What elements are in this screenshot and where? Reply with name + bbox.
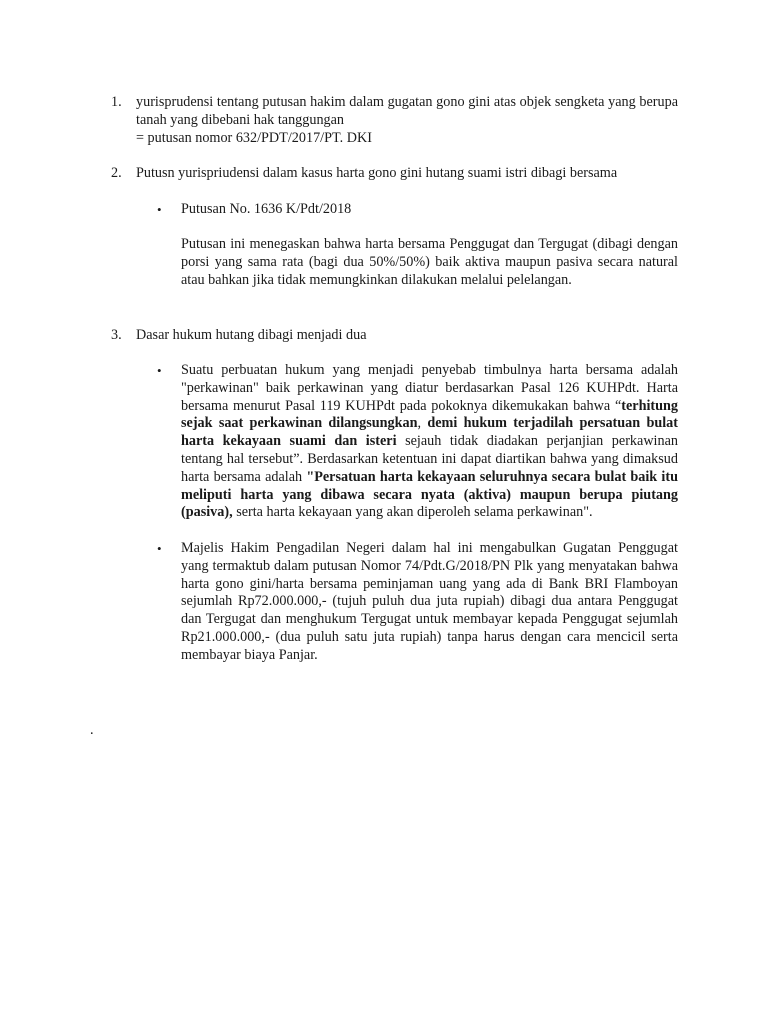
list-item-text bbox=[136, 94, 678, 147]
bold-run: terhitung sejak saat perkawinan dilangsungkan bbox=[181, 397, 678, 432]
text-run: sejauh tidak diadakan perjanjian perkawinan tentang hal tersebut”. Berdasarkan ketentuan ini dapat diartikan bahwa yang dimaksud harta bersama adalah bbox=[181, 433, 678, 485]
bullet-text bbox=[181, 362, 678, 522]
bullet-text: Putusan No. 1636 K/Pdt/2018 bbox=[181, 201, 352, 217]
item1-decision-line: = putusan nomor 632/PDT/2017/PT. DKI bbox=[136, 129, 372, 146]
text-run: serta harta kekayaan yang akan diperoleh selama perkawinan". bbox=[232, 504, 593, 521]
list-number: 2. bbox=[111, 165, 122, 181]
text-run: , bbox=[417, 415, 428, 432]
list-item-text: Dasar hukum hutang dibagi menjadi dua bbox=[136, 327, 367, 343]
text-run: Suatu perbuatan hukum yang menjadi penyebab timbulnya harta bersama adalah "perkawinan" baik perkawinan yang diatur berdasarkan Pasal 126 KUHPdt. Harta bersama menurut Pasal 119 KUHPdt pada pokoknya dikemukakan bahwa “ bbox=[181, 362, 678, 414]
bold-run: "Persatuan harta kekayaan seluruhnya secara bulat baik itu meliputi harta yang dibawa secara nyata (aktiva) maupun berupa piutang (pasiva), bbox=[181, 468, 678, 521]
bullet-icon: • bbox=[157, 202, 162, 217]
stray-period: . bbox=[90, 722, 94, 738]
list-number: 1. bbox=[111, 94, 122, 110]
ruling-paragraph: Putusan ini menegaskan bahwa harta bersama Penggugat dan Tergugat (dibagi dengan porsi yang sama rata (bagi dua 50%/50%) baik aktiva maupun pasiva secara natural atau bahkan jika tidak memungkinkan dilakukan melalui pelelangan. bbox=[181, 236, 678, 288]
bold-run: demi hukum terjadilah persatuan bulat harta kekayaan suami dan isteri bbox=[181, 415, 678, 450]
bullet-text: Majelis Hakim Pengadilan Negeri dalam hal ini mengabulkan Gugatan Penggugat yang termaktub dalam putusan Nomor 74/Pdt.G/2018/PN Plk yang menyatakan bahwa harta gono gini/harta bersama peminjaman uang yang ada di Bank BRI Flamboyan sejumlah Rp72.000.000,- (tujuh puluh dua juta rupiah) dibagi dua antara Penggugat dan Tergugat dan menghukum Tergugat untuk membayar kepada Penggugat sejumlah Rp21.000.000,- (dua puluh satu juta rupiah) tanpa harus dengan cara mencicil serta membayar biaya Panjar. bbox=[181, 540, 678, 663]
list-item-text: Putusn yurispriudensi dalam kasus harta gono gini hutang suami istri dibagi bersama bbox=[136, 165, 618, 181]
bullet-icon: • bbox=[157, 541, 162, 556]
bullet-icon: • bbox=[157, 363, 162, 378]
list-number: 3. bbox=[111, 327, 122, 343]
item1-text: yurisprudensi tentang putusan hakim dalam gugatan gono gini atas objek sengketa yang berupa tanah yang dibebani hak tanggungan bbox=[136, 94, 678, 128]
